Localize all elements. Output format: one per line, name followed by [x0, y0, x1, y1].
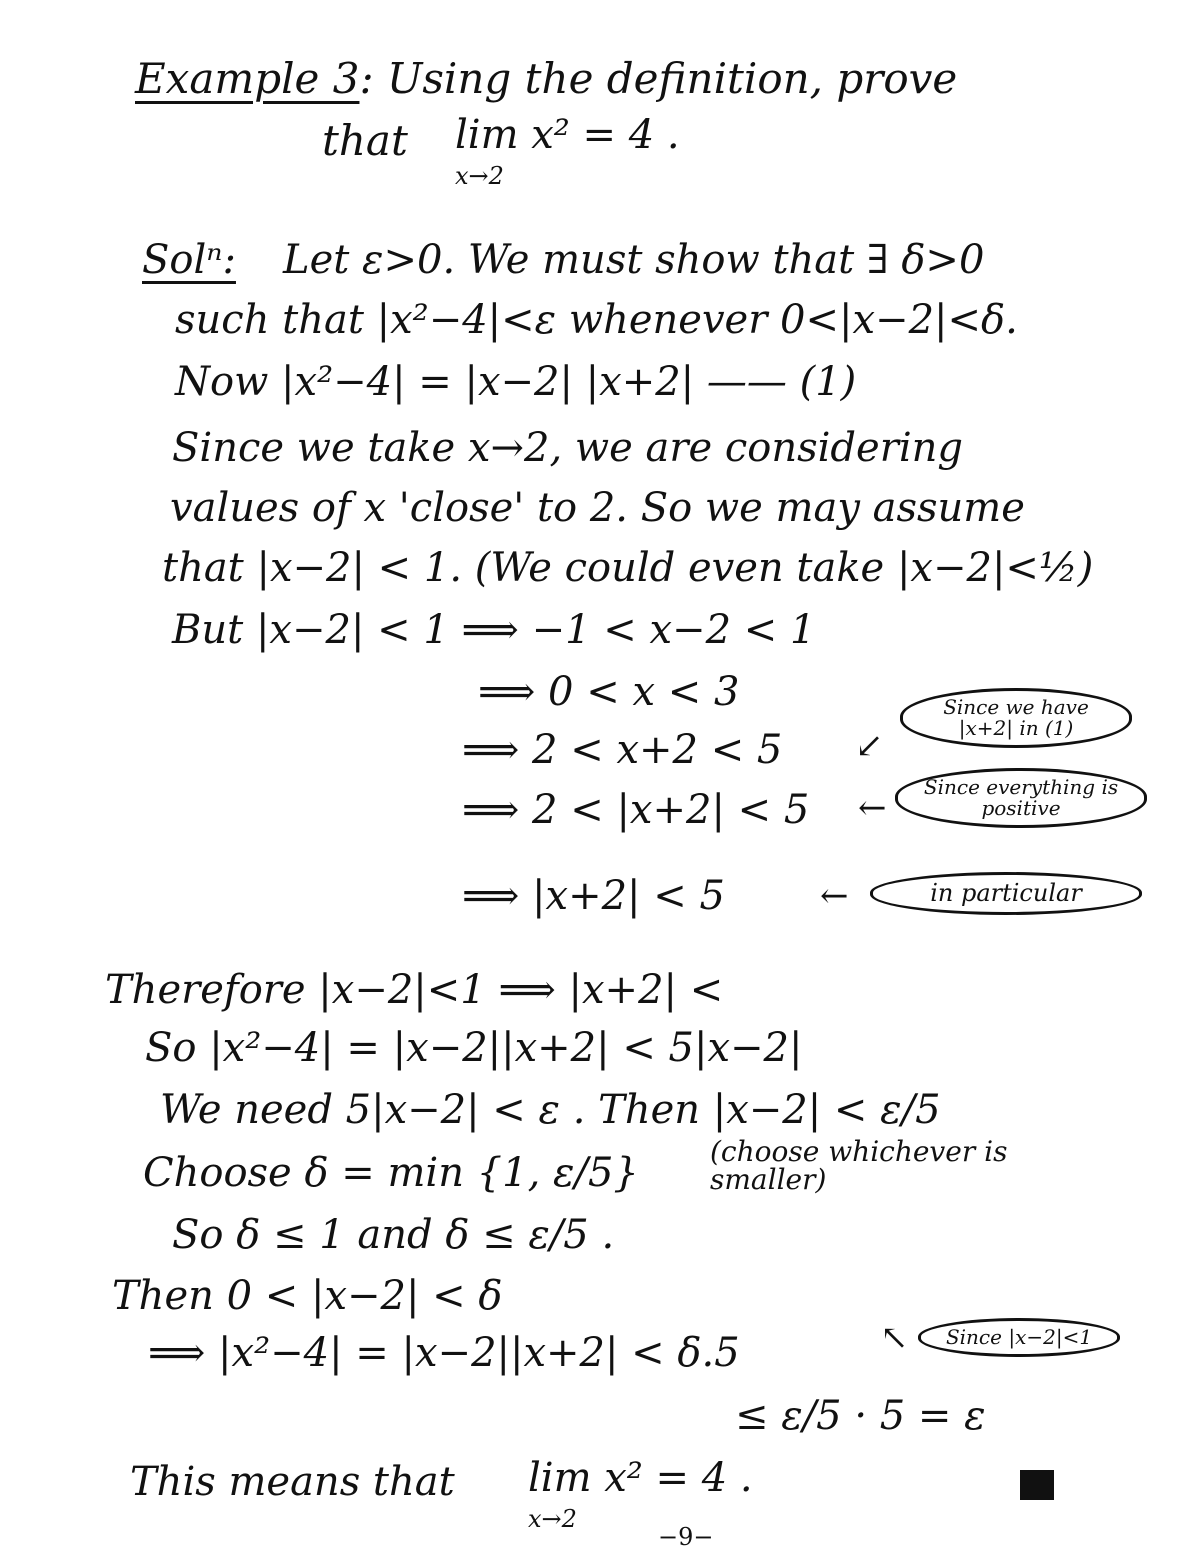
- continuation-line: So δ ≤ 1 and δ ≤ ε/5 .: [172, 1212, 615, 1258]
- continuation-line: Then 0 < |x−2| < δ: [112, 1273, 503, 1319]
- example-heading: [135, 54, 958, 103]
- choose-note: (choose whichever is smaller): [710, 1135, 1008, 1196]
- solution-label: Solⁿ:: [142, 237, 236, 283]
- solution-line: Since we take x→2, we are considering: [172, 425, 963, 471]
- continuation-line: Therefore |x−2|<1 ⟹ |x+2| <: [105, 967, 724, 1013]
- page-number: −9−: [658, 1523, 714, 1551]
- note-cloud: Since everything is positive: [895, 768, 1147, 828]
- example-title-text: : Using the definition, prove: [359, 54, 958, 103]
- conclusion-limit-expression: lim x² = 4 .: [528, 1455, 753, 1501]
- solution-line: values of x 'close' to 2. So we may assume: [170, 485, 1025, 531]
- continuation-line: Choose δ = min {1, ε/5}: [143, 1150, 639, 1196]
- solution-line: such that |x²−4|<ε whenever 0<|x−2|<δ.: [175, 297, 1018, 343]
- continuation-line: ≤ ε/5 · 5 = ε: [735, 1393, 986, 1439]
- note-cloud: Since we have |x+2| in (1): [900, 688, 1132, 748]
- left-arrow-icon: ↖: [880, 1318, 909, 1358]
- implication-line: ⟹ 2 < |x+2| < 5: [462, 787, 810, 833]
- conclusion-prefix: This means that: [130, 1459, 455, 1505]
- title-limit: [455, 112, 680, 190]
- implication-line: ⟹ |x+2| < 5: [462, 873, 725, 919]
- note-cloud: in particular: [870, 872, 1142, 915]
- example-label: Example 3: [135, 54, 360, 103]
- since-note-cloud: Since |x−2|<1: [918, 1318, 1120, 1357]
- solution-line: But |x−2| < 1 ⟹ −1 < x−2 < 1: [172, 607, 816, 653]
- conclusion-limit-subscript: x→2: [528, 1505, 577, 1533]
- title-line-2-prefix: that: [322, 116, 408, 165]
- solution-line: that |x−2| < 1. (We could even take |x−2|<½): [162, 545, 1094, 591]
- continuation-line: So |x²−4| = |x−2||x+2| < 5|x−2|: [145, 1025, 803, 1071]
- left-arrow-icon: ↙: [855, 726, 884, 766]
- title-limit-subscript: x→2: [455, 162, 504, 190]
- continuation-line: We need 5|x−2| < ε . Then |x−2| < ε/5: [160, 1087, 941, 1133]
- solution-line: Let ε>0. We must show that ∃ δ>0: [283, 237, 985, 283]
- solution-line: Now |x²−4| = |x−2| |x+2| —— (1): [175, 359, 857, 405]
- conclusion-limit: [528, 1455, 753, 1533]
- implication-line: ⟹ 0 < x < 3: [478, 669, 740, 715]
- implication-line: ⟹ 2 < x+2 < 5: [462, 727, 783, 773]
- continuation-line: ⟹ |x²−4| = |x−2||x+2| < δ.5: [148, 1330, 740, 1376]
- left-arrow-icon: ←: [858, 788, 887, 828]
- qed-square-icon: [1020, 1470, 1054, 1500]
- title-limit-expression: lim x² = 4 .: [455, 112, 680, 158]
- left-arrow-icon: ←: [820, 876, 849, 916]
